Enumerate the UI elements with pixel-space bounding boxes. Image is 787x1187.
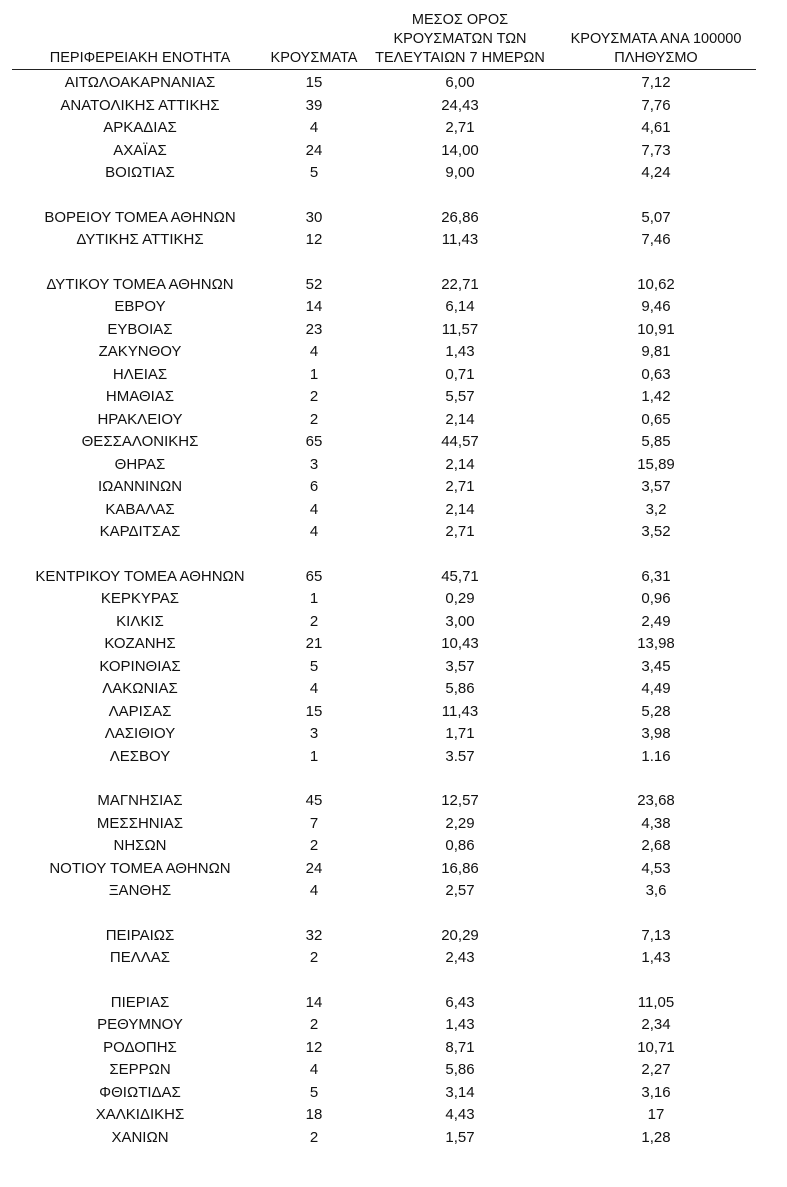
cases-cell: 1 — [309, 590, 319, 607]
table-row — [0, 207, 787, 230]
table-row — [0, 454, 787, 477]
cases-cell: 52 — [305, 275, 323, 293]
table-row — [0, 723, 787, 746]
cases-cell: 2 — [309, 837, 319, 854]
table-row — [0, 95, 787, 118]
table-row — [0, 1104, 787, 1127]
region-cell: ΛΕΣΒΟΥ — [109, 747, 171, 765]
header-region — [20, 8, 260, 68]
cases-cell: 14 — [305, 993, 323, 1011]
table-row — [0, 499, 787, 522]
average-cell: 11,43 — [441, 231, 479, 248]
average-cell: 16,86 — [441, 859, 479, 877]
cases-cell: 4 — [309, 500, 319, 518]
cases-cell: 21 — [305, 635, 323, 652]
average-cell: 2,14 — [445, 410, 475, 428]
cases-cell: 2 — [309, 1016, 319, 1033]
table-row — [0, 790, 787, 813]
region-cell: ΛΑΡΙΣΑΣ — [108, 702, 172, 720]
per-100000-cell: 3,16 — [641, 1083, 671, 1101]
average-cell: 2,14 — [445, 500, 475, 518]
average-cell: 3,57 — [445, 657, 475, 675]
per-100000-cell: 10,71 — [637, 1038, 675, 1056]
region-cell: ΗΡΑΚΛΕΙΟΥ — [97, 410, 183, 428]
cases-cell: 1 — [309, 747, 319, 765]
cases-cell: 4 — [309, 882, 319, 899]
region-cell: ΠΕΙΡΑΙΩΣ — [105, 926, 175, 944]
average-cell: 11,43 — [441, 702, 479, 720]
cases-cell: 30 — [305, 208, 323, 226]
table-row — [0, 858, 787, 881]
per-100000-cell: 10,91 — [637, 320, 675, 338]
average-cell: 2,43 — [445, 949, 475, 966]
per-100000-cell: 7,13 — [641, 926, 671, 944]
average-cell: 5,86 — [445, 1061, 475, 1078]
per-100000-cell: 9,46 — [641, 298, 671, 315]
average-cell: 6,43 — [445, 993, 475, 1011]
region-cell: ΑΡΚΑΔΙΑΣ — [103, 119, 177, 136]
per-100000-cell: 5,85 — [641, 433, 671, 450]
region-cell: ΗΛΕΙΑΣ — [112, 365, 168, 383]
region-cell: ΜΑΓΝΗΣΙΑΣ — [97, 792, 183, 809]
average-cell: 1,43 — [445, 343, 475, 360]
region-cell: ΚΟΖΑΝΗΣ — [104, 635, 176, 652]
table-row — [0, 229, 787, 252]
cases-cell: 15 — [305, 74, 323, 91]
region-cell: ΒΟΙΩΤΙΑΣ — [105, 164, 175, 181]
cases-cell: 7 — [309, 814, 319, 832]
per-100000-cell: 10,62 — [637, 275, 675, 293]
average-cell: 1,57 — [445, 1128, 475, 1146]
region-cell: ΑΝΑΤΟΛΙΚΗΣ ΑΤΤΙΚΗΣ — [60, 96, 220, 114]
per-100000-cell: 4,38 — [641, 814, 671, 832]
average-cell: 3.57 — [445, 747, 475, 765]
region-cell: ΧΑΝΙΩΝ — [111, 1128, 169, 1146]
header-divider — [12, 69, 756, 70]
header-text-line: ΠΕΡΙΦΕΡΕΙΑΚΗ ΕΝΟΤΗΤΑ — [49, 50, 231, 66]
per-100000-cell: 4,61 — [641, 119, 671, 136]
average-cell: 10,43 — [441, 635, 479, 652]
table-row — [0, 925, 787, 948]
per-100000-cell: 13,98 — [637, 635, 675, 652]
header-text-line: ΚΡΟΥΣΜΑΤΑ ΑΝΑ 100000 — [570, 31, 742, 47]
average-cell: 2,71 — [445, 523, 475, 540]
average-cell: 9,00 — [445, 164, 475, 181]
average-cell: 3,14 — [445, 1083, 475, 1101]
average-cell: 6,00 — [445, 74, 475, 91]
average-cell: 20,29 — [441, 926, 479, 944]
per-100000-cell: 1,43 — [641, 949, 671, 966]
per-100000-cell: 4,24 — [641, 164, 671, 181]
table-row — [0, 341, 787, 364]
region-cell: ΣΕΡΡΩΝ — [109, 1061, 171, 1078]
region-cell: ΘΗΡΑΣ — [114, 455, 166, 473]
table-row — [0, 296, 787, 319]
per-100000-cell: 3,45 — [641, 657, 671, 675]
table-row — [0, 117, 787, 140]
region-cell: ΡΟΔΟΠΗΣ — [103, 1038, 177, 1056]
per-100000-cell: 2,27 — [641, 1061, 671, 1078]
cases-cell: 5 — [309, 657, 319, 675]
average-cell: 26,86 — [441, 208, 479, 226]
cases-cell: 12 — [305, 1038, 323, 1056]
table-row — [0, 364, 787, 387]
region-cell: ΙΩΑΝΝΙΝΩΝ — [97, 478, 183, 495]
average-cell: 0,29 — [445, 590, 475, 607]
cases-cell: 4 — [309, 680, 319, 697]
per-100000-cell: 1,42 — [641, 388, 671, 405]
table-row — [0, 409, 787, 432]
average-cell: 44,57 — [441, 433, 479, 450]
cases-cell: 5 — [309, 1083, 319, 1101]
table-row — [0, 1082, 787, 1105]
per-100000-cell: 11,05 — [637, 993, 675, 1011]
header-text-line: ΜΕΣΟΣ ΟΡΟΣ — [411, 12, 509, 28]
cases-cell: 4 — [309, 1061, 319, 1078]
cases-cell: 6 — [309, 478, 319, 495]
per-100000-cell: 0,96 — [641, 590, 671, 607]
table-row — [0, 431, 787, 454]
average-cell: 5,57 — [445, 388, 475, 405]
region-cell: ΘΕΣΣΑΛΟΝΙΚΗΣ — [81, 433, 199, 450]
table-row — [0, 813, 787, 836]
table-row — [0, 274, 787, 297]
table-row — [0, 72, 787, 95]
table-row — [0, 633, 787, 656]
cases-cell: 1 — [309, 365, 319, 383]
per-100000-cell: 7,73 — [641, 141, 671, 159]
average-cell: 45,71 — [441, 567, 479, 585]
region-cell: ΡΕΘΥΜΝΟΥ — [97, 1016, 183, 1033]
average-cell: 2,57 — [445, 882, 475, 899]
cases-cell: 32 — [305, 926, 323, 944]
table-row — [0, 566, 787, 589]
per-100000-cell: 3,2 — [645, 500, 667, 518]
average-cell: 5,86 — [445, 680, 475, 697]
average-cell: 2,71 — [445, 478, 475, 495]
cases-cell: 65 — [305, 433, 323, 450]
per-100000-cell: 2,34 — [641, 1016, 671, 1033]
per-100000-cell: 5,07 — [641, 208, 671, 226]
region-cell: ΝΗΣΩΝ — [113, 837, 167, 854]
region-cell: ΚΙΛΚΙΣ — [116, 612, 164, 630]
cases-cell: 3 — [309, 455, 319, 473]
table-row — [0, 835, 787, 858]
table-row — [0, 319, 787, 342]
per-100000-cell: 3,98 — [641, 725, 671, 742]
table-row — [0, 701, 787, 724]
average-cell: 12,57 — [441, 792, 479, 809]
per-100000-cell: 7,46 — [641, 231, 671, 248]
per-100000-cell: 6,31 — [641, 567, 671, 585]
region-cell: ΚΕΝΤΡΙΚΟΥ ΤΟΜΕΑ ΑΘΗΝΩΝ — [35, 567, 245, 585]
per-100000-cell: 0,63 — [641, 365, 671, 383]
per-100000-cell: 4,49 — [641, 680, 671, 697]
cases-cell: 3 — [309, 725, 319, 742]
table-row — [0, 162, 787, 185]
average-cell: 2,14 — [445, 455, 475, 473]
cases-cell: 15 — [305, 702, 323, 720]
region-cell: ΚΑΒΑΛΑΣ — [105, 500, 175, 518]
region-cell: ΖΑΚΥΝΘΟΥ — [98, 343, 182, 360]
average-cell: 6,14 — [445, 298, 475, 315]
cases-cell: 4 — [309, 119, 319, 136]
table-row — [0, 1059, 787, 1082]
region-cell: ΚΑΡΔΙΤΣΑΣ — [99, 523, 181, 540]
average-cell: 2,29 — [445, 814, 475, 832]
region-cell: ΚΟΡΙΝΘΙΑΣ — [99, 657, 181, 675]
cases-cell: 2 — [309, 388, 319, 405]
table-row — [0, 746, 787, 769]
average-cell: 0,86 — [445, 837, 475, 854]
region-cell: ΚΕΡΚΥΡΑΣ — [100, 590, 180, 607]
average-cell: 14,00 — [441, 141, 479, 159]
region-cell: ΞΑΝΘΗΣ — [108, 882, 172, 899]
per-100000-cell: 4,53 — [641, 859, 671, 877]
per-100000-cell: 17 — [647, 1106, 665, 1123]
per-100000-cell: 7,12 — [641, 74, 671, 91]
per-100000-cell: 2,49 — [641, 612, 671, 630]
header-7day-average — [372, 8, 548, 68]
table-body — [0, 72, 787, 1149]
region-cell: ΠΕΛΛΑΣ — [109, 949, 171, 966]
per-100000-cell: 2,68 — [641, 837, 671, 854]
per-100000-cell: 7,76 — [641, 96, 671, 114]
cases-cell: 4 — [309, 343, 319, 360]
cases-cell: 12 — [305, 231, 323, 248]
region-cell: ΒΟΡΕΙΟΥ ΤΟΜΕΑ ΑΘΗΝΩΝ — [44, 208, 236, 226]
table-row — [0, 476, 787, 499]
header-text-line: ΤΕΛΕΥΤΑΙΩΝ 7 ΗΜΕΡΩΝ — [375, 50, 545, 66]
table-row — [0, 588, 787, 611]
per-100000-cell: 3,57 — [641, 478, 671, 495]
per-100000-cell: 9,81 — [641, 343, 671, 360]
per-100000-cell: 0,65 — [641, 410, 671, 428]
cases-cell: 14 — [305, 298, 323, 315]
header-text-line: ΚΡΟΥΣΜΑΤΑ — [270, 50, 358, 66]
per-100000-cell: 1,28 — [641, 1128, 671, 1146]
header-text-line: ΚΡΟΥΣΜΑΤΩΝ ΤΩΝ — [393, 31, 527, 47]
cases-cell: 23 — [305, 320, 323, 338]
average-cell: 2,71 — [445, 119, 475, 136]
region-cell: ΧΑΛΚΙΔΙΚΗΣ — [95, 1106, 185, 1123]
cases-cell: 24 — [305, 859, 323, 877]
header-cases-per-100000 — [548, 8, 764, 68]
cases-cell: 24 — [305, 141, 323, 159]
region-cell: ΕΥΒΟΙΑΣ — [107, 320, 173, 338]
table-row — [0, 1127, 787, 1150]
average-cell: 11,57 — [441, 320, 479, 338]
table-row — [0, 140, 787, 163]
region-cell: ΕΒΡΟΥ — [114, 298, 166, 315]
region-cell: ΦΘΙΩΤΙΔΑΣ — [99, 1083, 181, 1101]
per-100000-cell: 15,89 — [637, 455, 675, 473]
table-row — [0, 992, 787, 1015]
region-cell: ΝΟΤΙΟΥ ΤΟΜΕΑ ΑΘΗΝΩΝ — [49, 859, 231, 877]
cases-cell: 65 — [305, 567, 323, 585]
region-cell: ΗΜΑΘΙΑΣ — [105, 388, 175, 405]
cases-cell: 2 — [309, 1128, 319, 1146]
cases-cell: 4 — [309, 523, 319, 540]
header-text-line: ΠΛΗΘΥΣΜΟ — [614, 50, 698, 66]
average-cell: 0,71 — [445, 365, 475, 383]
region-cell: ΑΙΤΩΛΟΑΚΑΡΝΑΝΙΑΣ — [64, 74, 216, 91]
table-row — [0, 1014, 787, 1037]
region-cell: ΜΕΣΣΗΝΙΑΣ — [96, 814, 184, 832]
cases-cell: 45 — [305, 792, 323, 809]
table-row — [0, 386, 787, 409]
region-cell: ΠΙΕΡΙΑΣ — [110, 993, 170, 1011]
table-row — [0, 656, 787, 679]
cases-cell: 5 — [309, 164, 319, 181]
cases-cell: 2 — [309, 410, 319, 428]
average-cell: 24,43 — [441, 96, 479, 114]
table-row — [0, 947, 787, 970]
per-100000-cell: 1.16 — [641, 747, 671, 765]
table-row — [0, 1037, 787, 1060]
cases-cell: 18 — [305, 1106, 323, 1123]
cases-cell: 39 — [305, 96, 323, 114]
region-cell: ΔΥΤΙΚΟΥ ΤΟΜΕΑ ΑΘΗΝΩΝ — [46, 275, 234, 293]
table-row — [0, 611, 787, 634]
region-cell: ΑΧΑΪΑΣ — [113, 141, 167, 159]
region-cell: ΛΑΚΩΝΙΑΣ — [102, 680, 178, 697]
cases-cell: 2 — [309, 949, 319, 966]
average-cell: 1,43 — [445, 1016, 475, 1033]
cases-cell: 2 — [309, 612, 319, 630]
region-cell: ΔΥΤΙΚΗΣ ΑΤΤΙΚΗΣ — [76, 231, 204, 248]
per-100000-cell: 23,68 — [637, 792, 675, 809]
per-100000-cell: 3,6 — [645, 882, 667, 899]
region-cell: ΛΑΣΙΘΙΟΥ — [104, 725, 176, 742]
table-row — [0, 880, 787, 903]
per-100000-cell: 3,52 — [641, 523, 671, 540]
average-cell: 3,00 — [445, 612, 475, 630]
table-row — [0, 678, 787, 701]
average-cell: 1,71 — [445, 725, 475, 742]
average-cell: 22,71 — [441, 275, 479, 293]
per-100000-cell: 5,28 — [641, 702, 671, 720]
table-row — [0, 521, 787, 544]
header-cases — [258, 8, 370, 68]
average-cell: 8,71 — [445, 1038, 475, 1056]
average-cell: 4,43 — [445, 1106, 475, 1123]
